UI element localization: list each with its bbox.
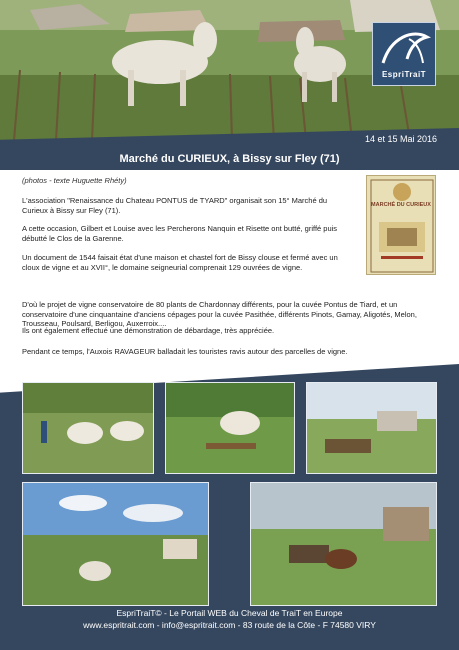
page-title: Marché du CURIEUX, à Bissy sur Fley (71)	[119, 153, 340, 165]
logo-text: EspriTraiT	[381, 70, 427, 79]
footer-tagline: EspriTraiT© - Le Portail WEB du Cheval de TraiT en Europe	[116, 608, 343, 618]
paragraph-intro: L'association "Renaissance du Chateau PONTUS de TYARD" organisait son 15° Marché du Curieux à Bissy sur Fley (71).	[22, 196, 328, 215]
poster-art	[367, 176, 437, 276]
hero-photo	[0, 0, 459, 150]
paragraph-ravageur: Pendant ce temps, l'Auxois RAVAGEUR balladait les touristes ravis autour des parcelles de vigne.	[22, 347, 348, 356]
poster-title: MARCHÉ DU CURIEUX	[371, 202, 431, 208]
photo-horses-vineyard	[22, 382, 154, 474]
event-poster	[366, 175, 436, 275]
paragraph-conservatoire: D'où le projet de vigne conservatoire de 80 plants de Chardonnay différents, pour la cuvée Pontus de Tiard, et un conservatoire d'une cinquantaine d'anciens cépages pour la cuvée Pasithée, différents Pinots, Gamay, Aligotés, Melon, Trousseau, Poulsard, Berligou, Auxerroix....	[22, 300, 417, 328]
horse-logo-icon	[373, 23, 437, 73]
footer-contact[interactable]: www.espritrait.com - info@espritrait.com - 83 route de la Côte - F 74580 VIRY	[83, 620, 376, 630]
photo-visitors	[306, 382, 437, 474]
photo-credit: (photos - texte Huguette Rhéty)	[22, 176, 127, 185]
paragraph-debardage: Ils ont également effectué une démonstration de débardage, très appréciée.	[22, 326, 275, 335]
event-date: 14 et 15 Mai 2016	[364, 134, 437, 144]
espritrait-logo	[372, 22, 436, 86]
paragraph-history: Un document de 1544 faisait état d'une maison et chastel fort de Bissy clouse et fermé avec un cloux de vigne et au XVII°, le domaine seigneurial comprenait 129 ouvrées de vigne.	[22, 253, 338, 272]
photo-debardage	[165, 382, 295, 474]
paragraph-percherons: A cette occasion, Gilbert et Louise avec les Percherons Nanquin et Risette ont butté, griffé puis débutté le Clos de la Garenne.	[22, 224, 338, 243]
photo-cart-ravageur	[250, 482, 437, 606]
photo-vineyard-sky	[22, 482, 209, 606]
